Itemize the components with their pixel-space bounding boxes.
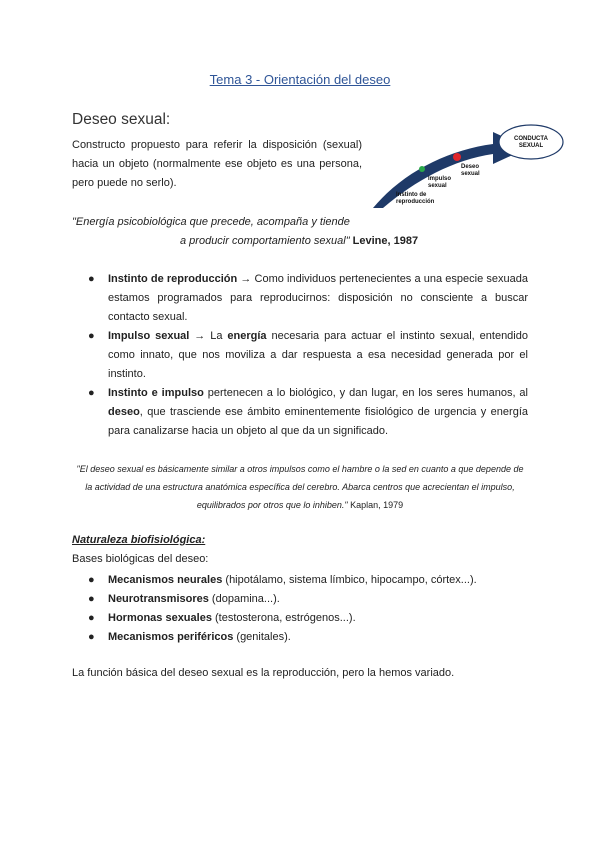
- section-heading: Deseo sexual:: [72, 111, 171, 128]
- list-item: ● Impulso sexual → La energía necesaria para actuar el instinto sexual, entendido como innato, que nos moviliza a dar respuesta a esa necesidad generada por el instinto.: [88, 330, 528, 380]
- box-label-2: SEXUAL: [518, 143, 544, 149]
- box-label-1: CONDUCTA: [514, 136, 548, 142]
- list-item: ● Mecanismos neurales (hipotálamo, sistema límbico, hipocampo, córtex...).: [88, 574, 477, 586]
- deseo-label-1: Deseo: [461, 164, 480, 170]
- closing-paragraph: La función básica del deseo sexual es la reproducción, pero la hemos variado.: [72, 667, 455, 679]
- page-title: Tema 3 - Orientación del deseo: [209, 72, 391, 87]
- list-item: ● Neurotransmisores (dopamina...).: [88, 593, 280, 605]
- list-item: ● Instinto e impulso pertenecen a lo biológico, y dan lugar, en los seres humanos, al deseo, que trasciende ese ámbito eminentemente fisiológico de urgencia y energía para canalizarse hacia un objeto al que da un significado.: [88, 387, 528, 437]
- impulso-label-2: sexual: [428, 183, 447, 189]
- desire-diagram: [368, 122, 568, 212]
- red-dot-icon: [453, 153, 461, 161]
- quote-kaplan: [72, 460, 528, 514]
- list-item: ● Hormonas sexuales (testosterona, estrógenos...).: [88, 612, 356, 624]
- quote-author: Levine, 1987: [349, 235, 419, 247]
- conducta-box: [499, 125, 563, 159]
- intro-paragraph: Constructo propuesto para referir la disposición (sexual) hacia un objeto (normalmente ese objeto es una persona, pero puede no serlo).: [72, 139, 362, 189]
- green-dot-icon: [419, 166, 425, 172]
- instinto-label-1: Instinto de: [396, 192, 427, 198]
- bases-label: Bases biológicas del deseo:: [72, 553, 209, 565]
- list-item: ● Mecanismos periféricos (genitales).: [88, 631, 291, 643]
- instinto-label-2: reproducción: [396, 199, 435, 205]
- list-item: ● Instinto de reproducción → Como individuos pertenecientes a una especie sexuada estamos programados para reproducirnos: disposición no consciente a buscar contacto sexual.: [88, 273, 528, 323]
- quote-kaplan-text: "El deseo sexual es básicamente similar a otros impulsos como el hambre o la sed en cuanto a que depende de la actividad de una estructura anatómica específica del cerebro. Abarca centros que acrecientan el impulso, equilibrados por otros que lo inhiben.": [76, 464, 524, 510]
- bases-list: [86, 571, 526, 647]
- deseo-label-2: sexual: [461, 171, 480, 177]
- quote-line-1: "Energía psicobiológica que precede, acompaña y tiende: [72, 216, 350, 228]
- quote-line-2: a producir comportamiento sexual": [180, 235, 350, 247]
- quote-kaplan-cite: Kaplan, 1979: [347, 500, 404, 510]
- impulso-label-1: Impulso: [428, 176, 452, 182]
- subsection-title: Naturaleza biofisiológica:: [72, 534, 206, 546]
- concept-list: [86, 270, 528, 441]
- quote-levine: [72, 213, 422, 251]
